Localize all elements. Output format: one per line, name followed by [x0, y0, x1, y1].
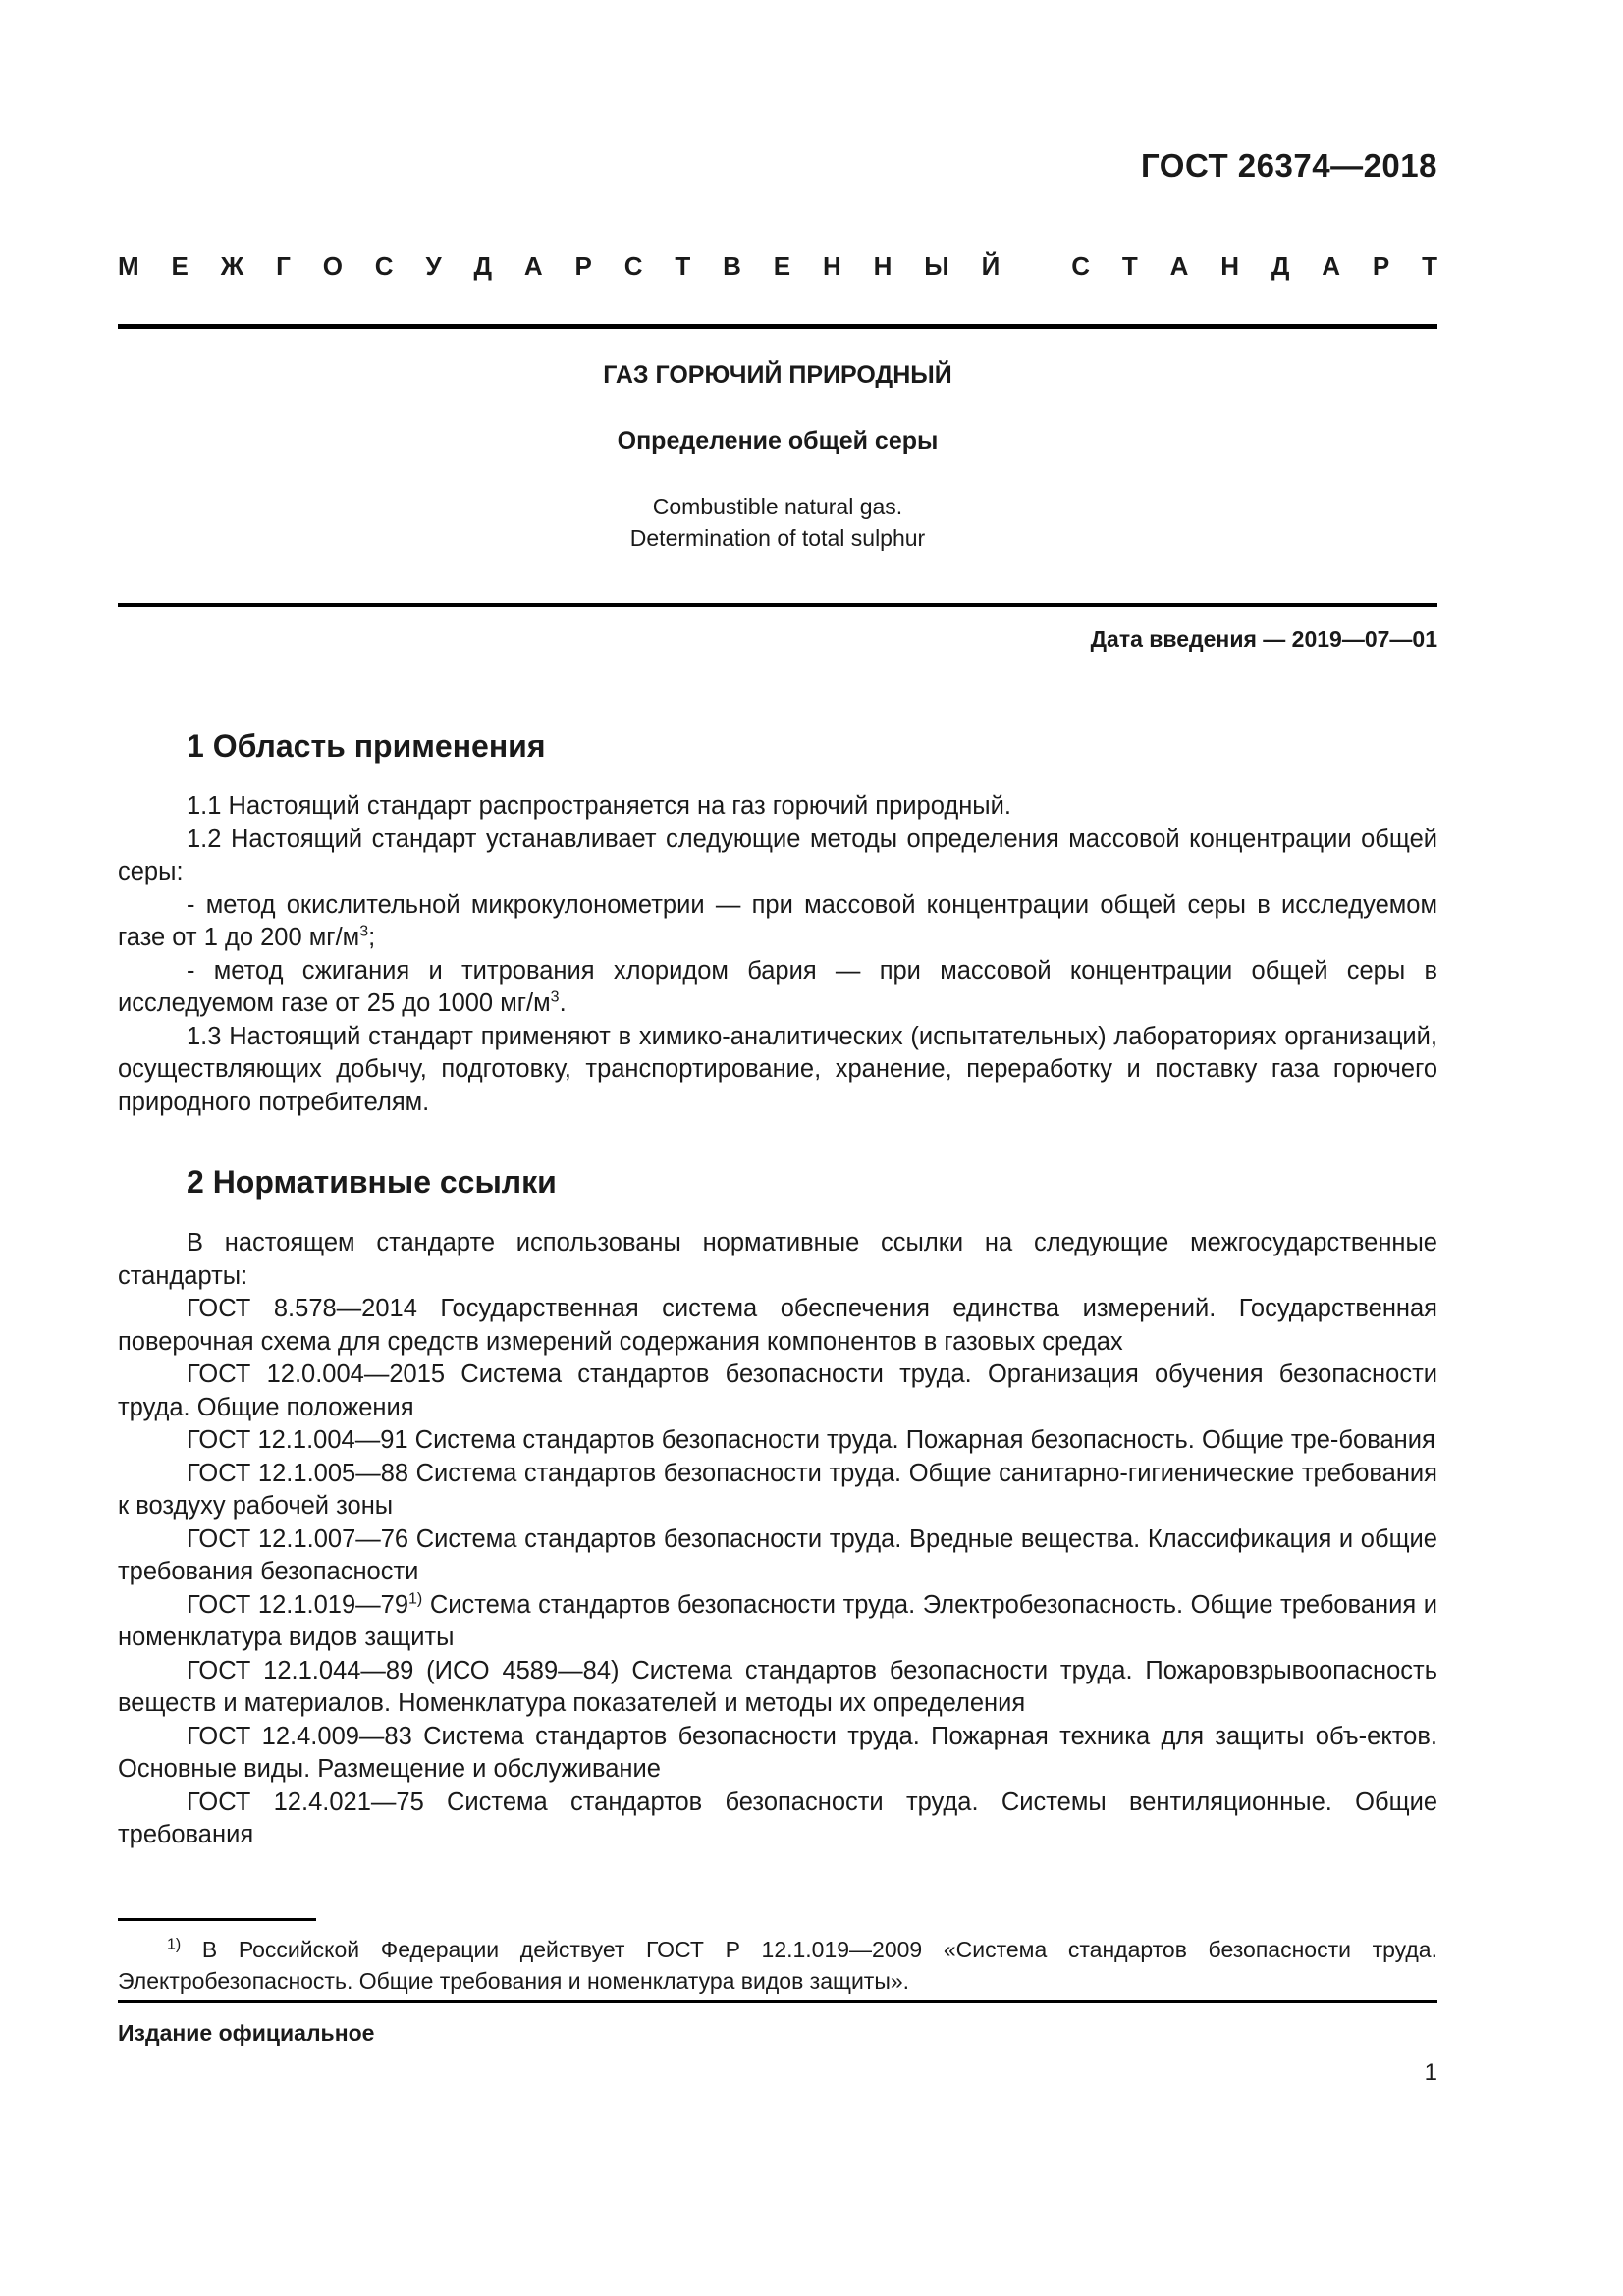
reference-item: ГОСТ 12.1.004—91 Система стандартов безопасности труда. Пожарная безопасность. Общие тре-бования: [187, 1426, 1435, 1454]
reference-text: Система стандартов безопасности труда. Электробезопасность. Общие требования и номенклатура видов защиты: [118, 1590, 1437, 1651]
section1-heading: 1 Область применения: [187, 728, 546, 764]
banner-letter: Е: [773, 251, 791, 281]
banner-letter: Д: [1271, 251, 1290, 281]
introduction-date: Дата введения — 2019—07—01: [1090, 626, 1437, 652]
banner-letter: Д: [473, 251, 493, 281]
title-rule: [118, 603, 1437, 607]
banner-letter: Ж: [220, 251, 244, 281]
reference-code: ГОСТ 12.1.019—79: [187, 1590, 409, 1619]
reference-item-footnoted: [118, 1589, 1437, 1655]
footnote-rule: [118, 1918, 316, 1921]
document-title: ГАЗ ГОРЮЧИЙ ПРИРОДНЫЙ: [603, 361, 952, 389]
paragraph-method-1: [118, 889, 1437, 955]
banner-letter: О: [322, 251, 343, 281]
paragraph-1-2: 1.2 Настоящий стандарт устанавливает следующие методы определения массовой концентрации общей серы:: [118, 825, 1437, 885]
banner-letter: С: [623, 251, 643, 281]
reference-item: ГОСТ 12.4.021—75 Система стандартов безопасности труда. Системы вентиляционные. Общие требования: [118, 1788, 1437, 1848]
banner-letter: Й: [981, 251, 1001, 281]
section2-heading: 2 Нормативные ссылки: [187, 1164, 557, 1200]
banner-letter: Ы: [924, 251, 949, 281]
method-2-text: - метод сжигания и титрования хлоридом бария — при массовой концентрации общей серы в исследуемом газе от 25 до 1000 мг/м: [118, 956, 1437, 1017]
method-1-text: - метод окислительной микрокулонометрии — при массовой концентрации общей серы в исследуемом газе от 1 до 200 мг/м: [118, 890, 1437, 951]
interstate-standard-banner: [118, 251, 1437, 282]
paragraph-1-1: 1.1 Настоящий стандарт распространяется на газ горючий природный.: [187, 792, 1011, 820]
edition-label: Издание официальное: [118, 2020, 375, 2046]
banner-letter: А: [1169, 251, 1189, 281]
superscript: 3: [359, 923, 369, 940]
banner-letter: А: [523, 251, 543, 281]
section2-intro: В настоящем стандарте использованы нормативные ссылки на следующие межгосударственные стандарты:: [118, 1229, 1437, 1290]
page-number: 1: [1424, 2059, 1437, 2086]
banner-letter: У: [425, 251, 442, 281]
english-title-line1: Combustible natural gas.: [652, 494, 903, 519]
banner-letter: Е: [171, 251, 189, 281]
english-title: [118, 491, 1437, 554]
footnote-ref: 1): [408, 1590, 423, 1607]
header-rule: [118, 324, 1437, 329]
punct: .: [559, 989, 567, 1017]
reference-item: ГОСТ 12.1.044—89 (ИСО 4589—84) Система стандартов безопасности труда. Пожаровзрывоопасность веществ и материалов. Номенклатура показателей и методы их определения: [118, 1656, 1437, 1717]
section2-body: [118, 1227, 1437, 1852]
banner-letter: Т: [675, 251, 691, 281]
banner-letter: В: [723, 251, 741, 281]
paragraph-method-2: [118, 955, 1437, 1021]
reference-item: ГОСТ 12.0.004—2015 Система стандартов безопасности труда. Организация обучения безопасности труда. Общие положения: [118, 1361, 1437, 1421]
english-title-line2: Determination of total sulphur: [629, 525, 926, 551]
banner-letter: М: [118, 251, 139, 281]
paragraph-1-3: 1.3 Настоящий стандарт применяют в химико-аналитических (испытательных) лабораториях организаций, осуществляющих добычу, подготовку, транспортирование, хранение, переработку и поставку газа горючего природного потребителям.: [118, 1022, 1437, 1116]
reference-item: ГОСТ 12.4.009—83 Система стандартов безопасности труда. Пожарная техника для защиты объ-ектов. Основные виды. Размещение и обслуживание: [118, 1722, 1437, 1783]
footnote-marker: 1): [167, 1936, 182, 1953]
punct: ;: [368, 924, 376, 951]
banner-letter: Н: [1220, 251, 1240, 281]
document-subtitle: Определение общей серы: [617, 427, 939, 454]
footer-rule: [118, 2000, 1437, 2003]
banner-letter: А: [1322, 251, 1341, 281]
reference-item: ГОСТ 8.578—2014 Государственная система обеспечения единства измерений. Государственная поверочная схема для средств измерений содержания компонентов в газовых средах: [118, 1295, 1437, 1356]
banner-letter: С: [374, 251, 394, 281]
footnote: [118, 1934, 1437, 1997]
banner-letter: [1032, 251, 1039, 282]
banner-letter: Т: [1121, 251, 1138, 281]
banner-letter: Р: [574, 251, 592, 281]
section1-body: [118, 790, 1437, 1119]
banner-letter: Р: [1372, 251, 1390, 281]
footnote-text: В Российской Федерации действует ГОСТ Р 12.1.019—2009 «Система стандартов безопасности труда. Электробезопасность. Общие требования и номенклатура видов защиты».: [118, 1937, 1437, 1994]
reference-item: ГОСТ 12.1.005—88 Система стандартов безопасности труда. Общие санитарно-гигиенические требования к воздуху рабочей зоны: [118, 1459, 1437, 1520]
reference-item: ГОСТ 12.1.007—76 Система стандартов безопасности труда. Вредные вещества. Классификация и общие требования безопасности: [118, 1524, 1437, 1585]
banner-letter: Т: [1422, 251, 1437, 281]
banner-letter: Н: [873, 251, 893, 281]
banner-letter: С: [1071, 251, 1090, 281]
banner-letter: Г: [276, 251, 291, 281]
gost-number: ГОСТ 26374—2018: [1141, 147, 1437, 184]
banner-letter: Н: [822, 251, 841, 281]
superscript: 3: [550, 988, 560, 1006]
